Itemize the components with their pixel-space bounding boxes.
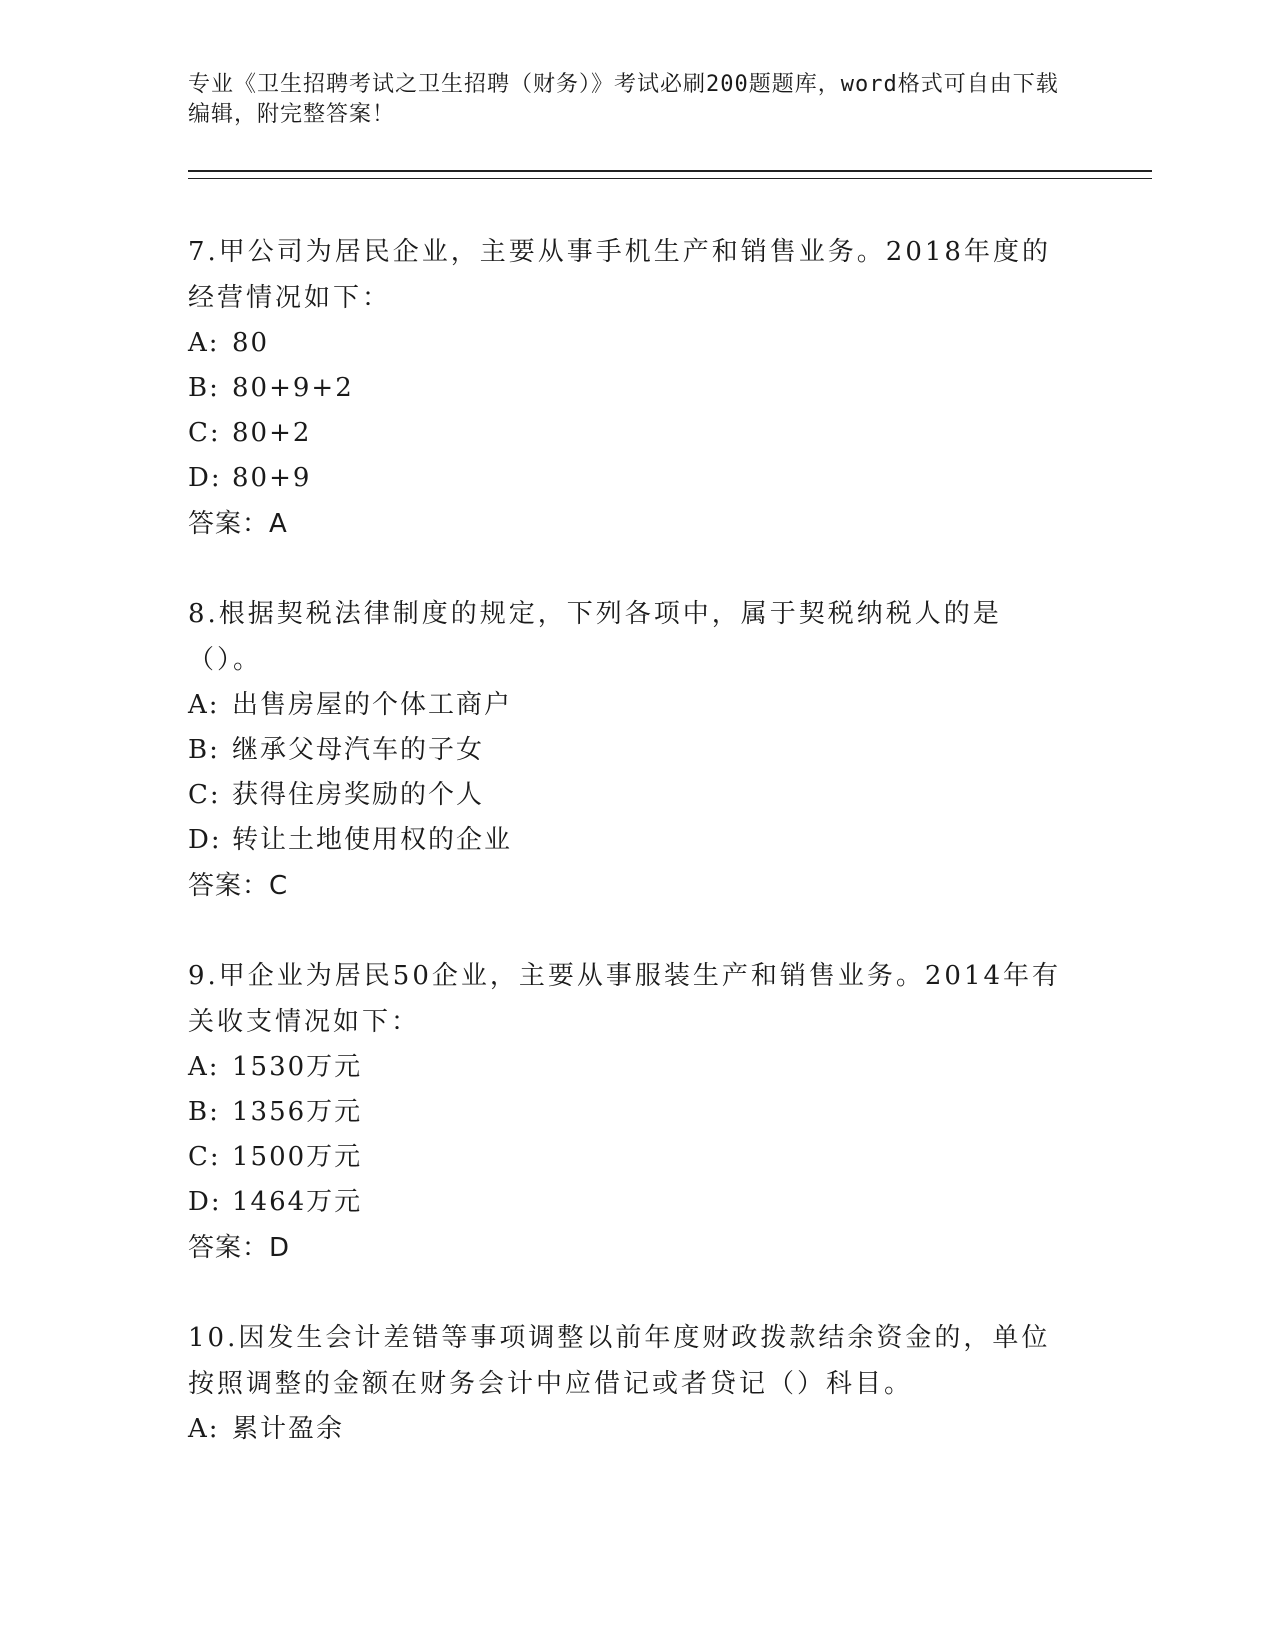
option-text: 出售房屋的个体工商户 [232,690,513,720]
option-letter: B: [188,1097,220,1127]
option-c [188,773,1148,818]
answer-label: 答案：A [188,509,288,539]
option-letter: B: [188,373,220,403]
option-letter: A: [188,690,220,720]
question-stem: 7.甲公司为居民企业，主要从事手机生产和销售业务。2018年度的经营情况如下： [188,237,1051,313]
option-a [188,1045,1148,1090]
question-10 [188,1315,1148,1452]
option-a [188,321,1148,366]
option-text: 1530万元 [232,1052,363,1082]
question-8 [188,591,1148,909]
option-text: 1464万元 [232,1187,363,1217]
question-stem: 8.根据契税法律制度的规定，下列各项中，属于契税纳税人的是（）。 [188,599,1002,675]
option-letter: B: [188,735,220,765]
option-letter: A: [188,1414,220,1444]
question-stem: 10.因发生会计差错等事项调整以前年度财政拨款结余资金的，单位按照调整的金额在财务会计中应借记或者贷记（）科目。 [188,1323,1051,1399]
option-letter: D: [188,1187,222,1217]
option-letter: A: [188,1052,220,1082]
option-text: 获得住房奖励的个人 [232,780,485,810]
option-a [188,1407,1148,1452]
option-b [188,366,1148,411]
option-text: 继承父母汽车的子女 [232,735,485,765]
answer-label: 答案：D [188,1233,291,1263]
option-letter: D: [188,463,222,493]
option-b [188,728,1148,773]
option-d [188,1180,1148,1225]
question-list [188,229,1148,1452]
question-stem: 9.甲企业为居民50企业，主要从事服装生产和销售业务。2014年有关收支情况如下： [188,961,1062,1037]
option-text: 80+9+2 [232,373,354,403]
question-7 [188,229,1148,547]
option-text: 80+2 [232,418,312,448]
option-letter: A: [188,328,220,358]
option-a [188,683,1148,728]
document-page [188,70,1148,1496]
option-letter: C: [188,780,221,810]
option-text: 1356万元 [232,1097,363,1127]
option-c [188,1135,1148,1180]
option-letter: C: [188,418,221,448]
option-b [188,1090,1148,1135]
document-header: 专业《卫生招聘考试之卫生招聘（财务）》考试必刷200题题库，word格式可自由下载编辑，附完整答案！ [188,72,1059,127]
option-text: 累计盈余 [232,1414,345,1444]
question-9 [188,953,1148,1271]
option-text: 1500万元 [232,1142,363,1172]
option-c [188,411,1148,456]
option-d [188,818,1148,863]
answer-label: 答案：C [188,871,289,901]
header-divider [188,170,1152,179]
option-text: 80 [232,328,270,358]
option-text: 80+9 [232,463,312,493]
option-letter: C: [188,1142,221,1172]
option-d [188,456,1148,501]
option-text: 转让土地使用权的企业 [232,825,513,855]
option-letter: D: [188,825,222,855]
